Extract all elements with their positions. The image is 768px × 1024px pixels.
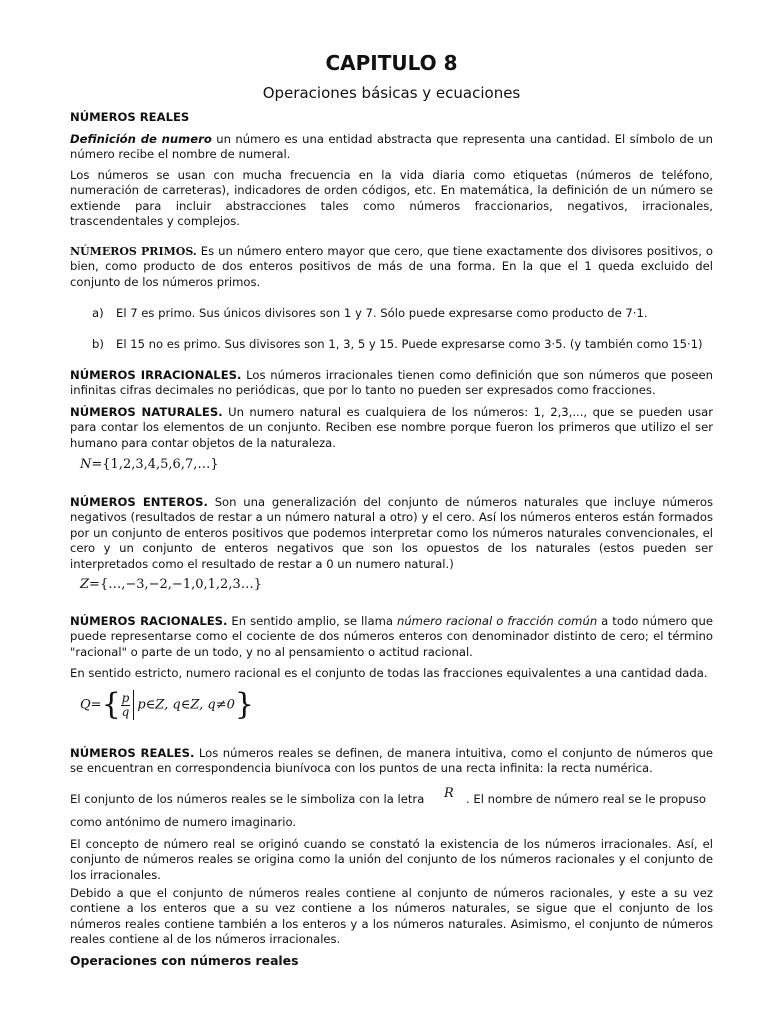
chapter-title: CAPITULO 8 (325, 51, 458, 75)
enteros-paragraph: NÚMEROS ENTEROS. Son una generalización del conjunto de números naturales que incluye números negativos (resultados de restar a un número natural a otro) y el cero. Así los números enteros están formados por un conjunto de enteros positivos que podemos interpretar como los números naturales convencionales, el cero y un conjunto de enteros negativos que son los opuestos de los naturales (estos pueden ser interpretados como el resultado de restar a 0 un numero natural.) (70, 495, 714, 571)
naturales-term: NÚMEROS NATURALES. (70, 405, 223, 419)
enteros-term: NÚMEROS ENTEROS. (70, 495, 208, 509)
enteros-formula: Z={…,−3,−2,−1,0,1,2,3…} (80, 577, 262, 592)
naturales-paragraph: NÚMEROS NATURALES. Un numero natural es cualquiera de los números: 1, 2,3,..., que se pueden usar para contar los elementos de un conjunto. Reciben ese nombre porque fueron los primeros que utilizo el ser humano para contar objetos de la naturaleza. (70, 405, 713, 450)
primos-term: NÚMEROS PRIMOS. (70, 245, 197, 258)
real-numbers-symbol: R (444, 786, 454, 801)
uses-paragraph: Los números se usan con mucha frecuencia en la vida diaria como etiquetas (números de teléfono, numeración de carreteras), indicadores de orden códigos, etc. En matemática, la definición de un número se extiende para incluir abstracciones tales como números fraccionarios, negativos, irracionales, trascendentales y complejos. (70, 168, 713, 229)
reales-paragraph-3: Debido a que el conjunto de números reales contiene al conjunto de números racionales, y este a su vez contiene a los enteros que a su vez contiene a los números naturales, se sigue que el conjunto de los números reales contiene también a los enteros y a los números naturales. Asimismo, el conjunto de números reales contiene al de los números irracionales. (70, 886, 713, 947)
irracionales-term: NÚMEROS IRRACIONALES. (70, 368, 242, 382)
definition-text: un número es una entidad abstracta que representa una cantidad. El símbolo de un número recibe el nombre de numeral. (70, 132, 713, 162)
naturales-formula: N={1,2,3,4,5,6,7,…} (80, 457, 219, 472)
racionales-formula: Q={ $\frac{p}{q}$ p∈Z, q∈Z, q≠0} (80, 687, 254, 722)
racionales-strict-paragraph: En sentido estricto, numero racional es el conjunto de todas las fracciones equivalentes a una cantidad dada. (70, 666, 708, 680)
reales-term: NÚMEROS REALES. (70, 746, 195, 760)
list-item: b) El 15 no es primo. Sus divisores son 1, 3, 5 y 15. Puede expresarse como 3·5. (y también como 15·1) (92, 337, 703, 351)
primos-paragraph (70, 244, 713, 290)
list-item: a) El 7 es primo. Sus únicos divisores son 1 y 7. Sólo puede expresarse como producto de 7·1. (92, 306, 648, 320)
irracionales-paragraph: NÚMEROS IRRACIONALES. Los números irracionales tienen como definición que son números que poseen infinitas cifras decimales no periódicas, que por lo tanto no pueden ser expresados como fracciones. (70, 368, 713, 398)
primos-text: Es un número entero mayor que cero, que tiene exactamente dos divisores positivos, o bien, como producto de dos enteros positivos de más de una forma. En la que el 1 queda excluido del conjunto de los números primos. (70, 244, 713, 289)
reales-symbol-line: El conjunto de los números reales se le simboliza con la letra R . El nombre de número real se le propuso (70, 786, 706, 806)
section-heading-reales: NÚMEROS REALES (70, 110, 190, 124)
reales-paragraph: NÚMEROS REALES. Los números reales se definen, de manera intuitiva, como el conjunto de números que se encuentran en correspondencia biunívoca con los puntos de una recta infinita: la recta numérica. (70, 746, 713, 776)
reales-paragraph-2: El concepto de número real se originó cuando se constató la existencia de los números irracionales. Así, el conjunto de números reales se origina como la unión del conjunto de los números racionales y el conjunto de los irracionales. (70, 837, 713, 882)
chapter-subtitle: Operaciones básicas y ecuaciones (262, 84, 521, 102)
operations-heading: Operaciones con números reales (70, 953, 299, 968)
racionales-term: NÚMEROS RACIONALES. (70, 614, 228, 628)
racionales-paragraph: NÚMEROS RACIONALES. En sentido amplio, se llama número racional o fracción común a todo número que puede representarse como el cociente de dos números enteros con denominador distinto de cero; el término "racional" o parte de un todo, y no al pensamiento o actitud racional. (70, 614, 713, 659)
reales-symbol-cont: como antónimo de numero imaginario. (70, 815, 297, 829)
fraction: $\frac{p}{q}$ (121, 690, 130, 719)
definition-term: Definición de numero (70, 132, 212, 146)
definition-paragraph (70, 132, 713, 163)
